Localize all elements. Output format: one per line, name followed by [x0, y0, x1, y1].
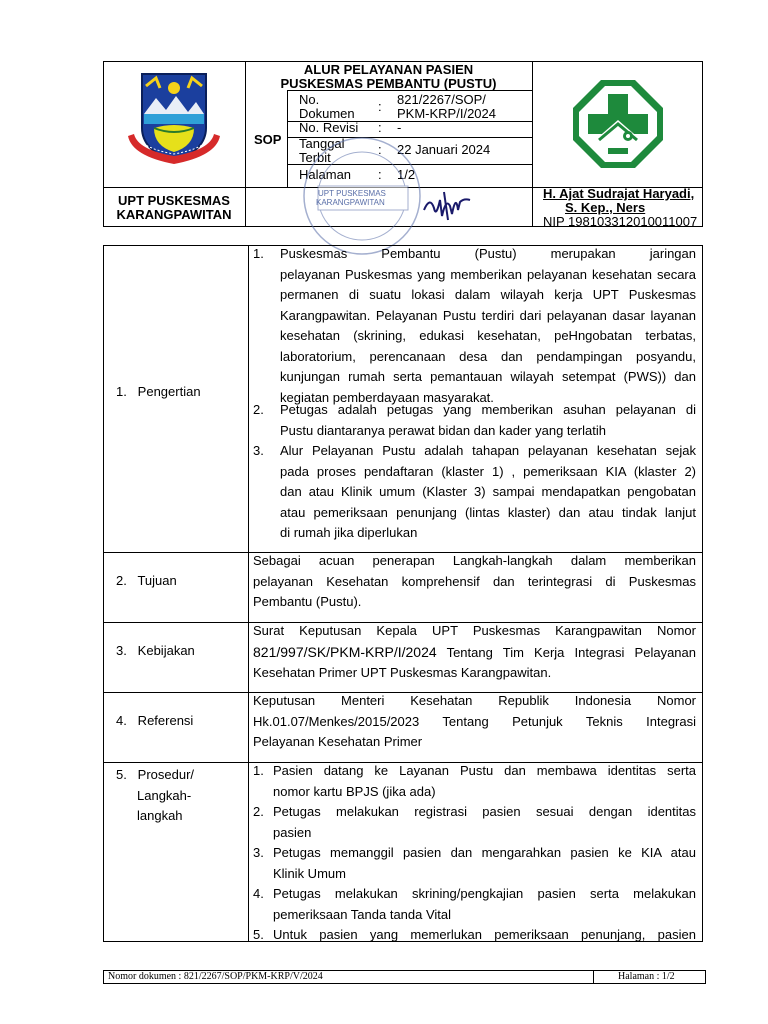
- list-item-line: atau pemeriksaan penunjang (lintas klaster) dan atau tindak lanjut: [280, 504, 696, 520]
- list-item-line: Puskesmas Pembantu (Pustu) merupakan jaringan: [280, 246, 696, 261]
- doc-no-value: [397, 93, 496, 121]
- signature: [420, 188, 475, 223]
- list-item: 1. Pasien datang ke Layanan Pustu dan membawa identitas serta nomor kartu BPJS (jika ada): [253, 763, 696, 799]
- list-item: 3. Alur Pelayanan Pustu adalah tahapan pelayanan kesehatan sejak pada proses pendaftaran (klaster 1) , pemeriksaan KIA (klaster 2) dan atau Klinik umum (Klaster 3) sampai mendapatkan pengobatan atau pemeriksaan penunjang (lintas klaster) dan atau tindak lanjut di rumah jika diperlukan: [253, 441, 696, 544]
- page-footer: [103, 970, 706, 984]
- list-item-line: Petugas adalah petugas yang memberikan asuhan pelayanan di: [280, 402, 696, 417]
- sop-title-line1: ALUR PELAYANAN PASIEN: [303, 62, 474, 77]
- list-item-line: dan atau Klinik umum (Klaster 3) sampai mendapatkan pengobatan: [280, 484, 696, 499]
- list-item-line: laboratorium, perencanaan desa dan pendampingan posyandu,: [280, 348, 696, 364]
- revisi-colon: :: [378, 120, 382, 135]
- list-item-line: pada proses pendaftaran (klaster 1) , pemeriksaan KIA (klaster 2): [280, 463, 696, 479]
- tanggal-label-line1: Tanggal: [299, 136, 345, 151]
- revisi-value: -: [397, 120, 402, 135]
- halaman-colon: :: [378, 167, 382, 182]
- tanggal-colon: :: [378, 142, 382, 157]
- list-item-line: Alur Pelayanan Pustu adalah tahapan pelayanan kesehatan sejak: [280, 443, 696, 458]
- list-item-line: kegiatan pemberdayaan masyarakat.: [280, 389, 494, 405]
- org-name: [104, 194, 244, 222]
- list-item: 1. Puskesmas Pembantu (Pustu) merupakan jaringan pelayanan Puskesmas yang memberikan pelayanan kesehatan secara permanen di suatu lokasi dalam wilayah kerja UPT Puskesmas Karangpawitan. Pelayanan Pustu terdiri dari pelayanan dasar layanan kesehatan (skrining, edukasi kesehatan, peHngobatan terbatas, laboratorium, perencanaan desa dan pendampingan posyandu, kunjungan rumah serta pemantauan wilayah setempat (PWS)) dan kegiatan pemberdayaan masyarakat.: [253, 244, 696, 408]
- tujuan-text: Sebagai acuan penerapan Langkah-langkah dalam memberikan pelayanan Kesehatan komprehensif dan terintegrasi di Puskesmas Pembantu (Pustu).: [253, 553, 696, 609]
- puskesmas-cross-icon: [573, 80, 663, 168]
- signer-name-line2: S. Kep., Ners: [565, 200, 646, 215]
- revisi-label: No. Revisi: [299, 120, 359, 135]
- signer-name-line1: H. Ajat Sudrajat Haryadi,: [543, 186, 695, 201]
- kebijakan-number: 821/997/SK/PKM-KRP/I/2024: [253, 643, 437, 660]
- tanggal-value: 22 Januari 2024: [397, 142, 491, 157]
- doc-no-label-line2: Dokumen: [299, 106, 355, 121]
- list-item-line: Karangpawitan. Pelayanan Pustu terdiri dari pelayanan dasar layanan: [280, 307, 696, 323]
- referensi-text: Keputusan Menteri Kesehatan Republik Indonesia Nomor Hk.01.07/Menkes/2015/2023 Tentang Petunjuk Teknis Integrasi Pelayanan Kesehatan Primer: [253, 693, 696, 749]
- sop-label: SOP: [254, 132, 282, 147]
- list-item: 4. Petugas melakukan skrining/pengkajian pasien serta melakukan pemeriksaan Tanda tanda Vital: [253, 886, 696, 922]
- footer-page: Halaman : 1/2: [618, 971, 675, 982]
- list-item: 3. Petugas memanggil pasien dan mengarahkan pasien ke KIA atau Klinik Umum: [253, 845, 696, 881]
- section-label-prosedur: 5. Prosedur/ Langkah- langkah: [116, 767, 195, 823]
- list-item: 5. Untuk pasien yang memerlukan pemeriksaan penunjang, pasien: [253, 927, 696, 942]
- tanggal-label-line2: Terbit: [299, 150, 331, 165]
- list-item-line: permanen di suatu lokasi dalam wilayah kerja UPT Puskesmas: [280, 287, 696, 302]
- doc-no-colon: :: [378, 99, 382, 114]
- doc-no-value-line1: 821/2267/SOP/: [397, 92, 486, 107]
- stamp-text-bottom: KARANGPAWITAN: [316, 198, 385, 207]
- list-item-line: pelayanan Puskesmas yang memberikan pelayanan kesehatan secara: [280, 266, 696, 282]
- kebijakan-text: Surat Keputusan Kepala UPT Puskesmas Karangpawitan Nomor 821/997/SK/PKM-KRP/I/2024 Tentang Tim Kerja Integrasi Pelayanan Kesehatan Primer UPT Puskesmas Karangpawitan.: [253, 623, 696, 680]
- list-item: 2. Petugas melakukan registrasi pasien sesuai dengan identitas pasien: [253, 804, 696, 840]
- footer-doc-number: Nomor dokumen : 821/2267/SOP/PKM-KRP/V/2024: [108, 971, 323, 982]
- sop-title-line2: PUSKESMAS PEMBANTU (PUSTU): [280, 76, 497, 91]
- doc-no-value-line2: PKM-KRP/I/2024: [397, 106, 496, 121]
- regency-emblem-icon: [124, 66, 224, 170]
- list-item-line: kunjungan rumah serta pemantauan wilayah setempat (PWS)) dan: [280, 369, 696, 384]
- stamp-text-top: UPT PUSKESMAS: [318, 189, 386, 198]
- sop-title: [245, 63, 532, 91]
- list-item-line: kesehatan (skrining, edukasi kesehatan, peHngobatan terbatas,: [280, 328, 696, 343]
- signer-block: [543, 187, 697, 229]
- list-item-line: Pustu diantaranya perawat bidan dan kader yang terlatih: [280, 422, 606, 438]
- section-label-pengertian: 1. Pengertian: [116, 384, 201, 399]
- halaman-value: 1/2: [397, 167, 416, 182]
- signer-nip: NIP 198103312010011007: [543, 214, 698, 229]
- section-label-kebijakan: 3. Kebijakan: [116, 643, 195, 658]
- section-label-tujuan: 2. Tujuan: [116, 573, 177, 588]
- doc-no-label: [299, 93, 355, 121]
- org-name-line1: UPT PUSKESMAS: [118, 193, 230, 208]
- list-item-line: di rumah jika diperlukan: [280, 525, 418, 540]
- doc-no-label-line1: No.: [299, 92, 320, 107]
- list-item: 2. Petugas adalah petugas yang memberikan asuhan pelayanan di Pustu diantaranya perawat bidan dan kader yang terlatih: [253, 400, 696, 441]
- section-label-referensi: 4. Referensi: [116, 713, 194, 728]
- halaman-label: Halaman: [299, 167, 352, 182]
- org-name-line2: KARANGPAWITAN: [116, 207, 232, 222]
